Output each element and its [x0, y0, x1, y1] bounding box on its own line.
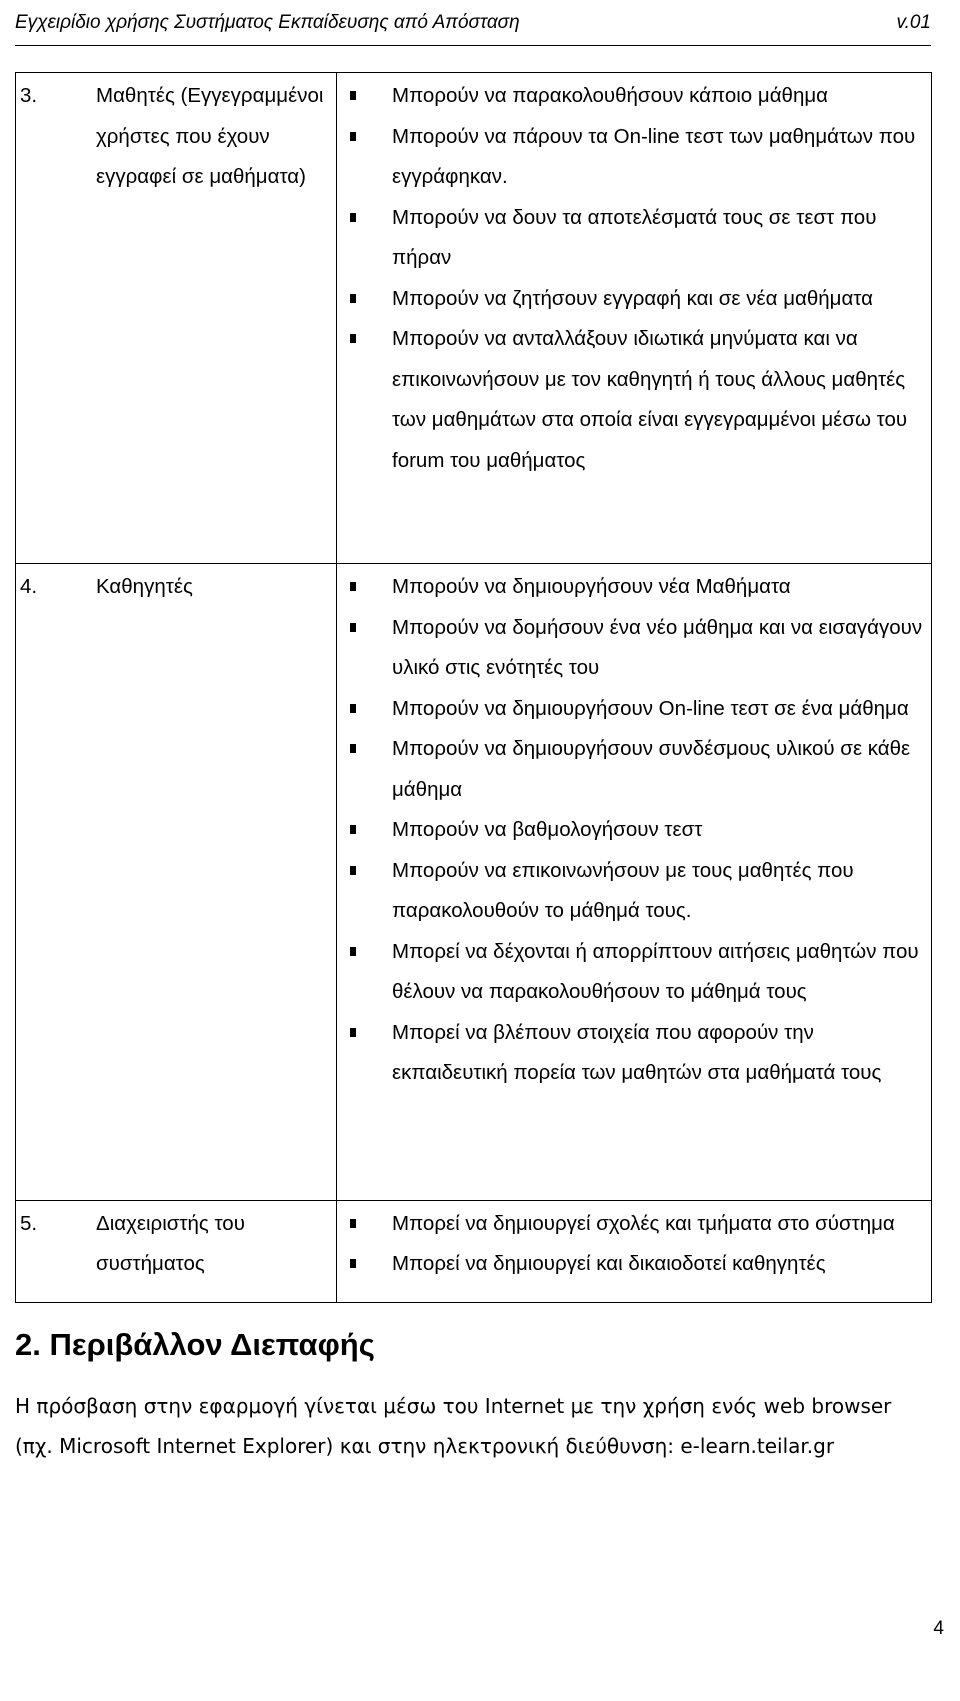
role-cell: [16, 73, 337, 564]
square-bullet-icon: [350, 132, 356, 141]
square-bullet-icon: [350, 947, 356, 956]
capability-text: Μπορούν να δουν τα αποτελέσματά τους σε τεστ που πήραν: [392, 205, 877, 269]
square-bullet-icon: [350, 825, 356, 834]
role-name: Διαχειριστής του συστήματος: [96, 1211, 245, 1276]
capability-list: [337, 1201, 931, 1285]
role-row: [16, 564, 932, 1201]
role-cell: [16, 1200, 337, 1302]
capability-item: [337, 608, 923, 689]
square-bullet-icon: [350, 294, 356, 303]
capability-list: [337, 73, 931, 481]
capability-list: [337, 564, 931, 1094]
capability-text: Μπορεί να βλέπουν στοιχεία που αφορούν την εκπαιδευτική πορεία των μαθητών στα μαθήματά τους: [392, 1020, 882, 1085]
role-number: 3.: [20, 84, 38, 107]
capability-text: Μπορούν να ανταλλάξουν ιδιωτικά μηνύματα και να επικοινωνήσουν με τον καθηγητή ή τους άλλους μαθητές των μαθημάτων στα οποία είναι εγγεγραμμένοι μέσω του forum του μαθήματος: [392, 327, 908, 472]
square-bullet-icon: [350, 91, 356, 100]
square-bullet-icon: [350, 1028, 356, 1037]
role-row: [16, 73, 932, 564]
capability-item: [337, 567, 923, 608]
square-bullet-icon: [350, 1259, 356, 1268]
role-cell: [16, 564, 337, 1201]
section-paragraph: Η πρόσβαση στην εφαρμογή γίνεται μέσω του Internet με την χρήση ενός web browser (πχ. Microsoft Internet Explorer) και στην ηλεκτρονική διεύθυνση: e-learn.teilar.gr: [15, 1394, 892, 1458]
capability-text: Μπορούν να επικοινωνήσουν με τους μαθητές που παρακολουθούν το μάθημά τους.: [392, 858, 854, 923]
role-number: 4.: [20, 575, 38, 599]
capability-text: Μπορεί να δημιουργεί και δικαιοδοτεί καθηγητές: [392, 1252, 826, 1276]
page-number: 4: [933, 1618, 944, 1639]
capability-item: [337, 851, 923, 932]
section-title: 2. Περιβάλλον Διεπαφής: [15, 1327, 375, 1362]
square-bullet-icon: [350, 213, 356, 222]
capabilities-cell: [337, 73, 932, 564]
capability-item: [337, 1204, 923, 1245]
square-bullet-icon: [350, 1219, 356, 1228]
capability-item: [337, 810, 923, 851]
square-bullet-icon: [350, 744, 356, 753]
square-bullet-icon: [350, 704, 356, 713]
capability-item: [337, 1013, 923, 1094]
capabilities-cell: [337, 1200, 932, 1302]
capability-item: [337, 279, 923, 320]
capability-text: Μπορούν να δομήσουν ένα νέο μάθημα και να εισαγάγουν υλικό στις ενότητές του: [392, 615, 923, 680]
document-version: v.01: [896, 12, 931, 33]
capability-item: [337, 1244, 923, 1285]
role-row: [16, 1200, 932, 1302]
capability-item: [337, 76, 923, 117]
capability-item: [337, 932, 923, 1013]
role-name: Καθηγητές: [96, 575, 193, 599]
capability-text: Μπορούν να δημιουργήσουν συνδέσμους υλικού σε κάθε μάθημα: [392, 737, 911, 801]
capabilities-cell: [337, 564, 932, 1201]
capability-item: [337, 689, 923, 730]
capability-text: Μπορεί να δημιουργεί σχολές και τμήματα στο σύστημα: [392, 1211, 895, 1235]
square-bullet-icon: [350, 334, 356, 343]
capability-item: [337, 729, 923, 810]
capability-item: [337, 198, 923, 279]
square-bullet-icon: [350, 582, 356, 591]
capability-text: Μπορούν να δημιουργήσουν νέα Μαθήματα: [392, 575, 791, 599]
role-number: 5.: [20, 1211, 38, 1235]
document-title: Εγχειρίδιο χρήσης Συστήματος Εκπαίδευσης από Απόσταση: [15, 12, 520, 33]
capability-text: Μπορούν να βαθμολογήσουν τεστ: [392, 818, 703, 842]
capability-text: Μπορούν να ζητήσουν εγγραφή και σε νέα μαθήματα: [392, 286, 873, 310]
square-bullet-icon: [350, 866, 356, 875]
role-name: Μαθητές (Εγγεγραμμένοι χρήστες που έχουν εγγραφεί σε μαθήματα): [96, 84, 324, 188]
user-roles-table: [15, 72, 932, 1303]
capability-text: Μπορούν να δημιουργήσουν On-line τεστ σε ένα μάθημα: [392, 696, 909, 720]
capability-item: [337, 117, 923, 198]
capability-item: [337, 319, 923, 481]
page-header: [15, 0, 931, 46]
square-bullet-icon: [350, 623, 356, 632]
capability-text: Μπορούν να πάρουν τα On-line τεστ των μαθημάτων που εγγράφηκαν.: [392, 124, 916, 188]
capability-text: Μπορεί να δέχονται ή απορρίπτουν αιτήσεις μαθητών που θέλουν να παρακολουθήσουν το μάθημά τους: [392, 939, 919, 1004]
capability-text: Μπορούν να παρακολουθήσουν κάποιο μάθημα: [392, 84, 829, 107]
